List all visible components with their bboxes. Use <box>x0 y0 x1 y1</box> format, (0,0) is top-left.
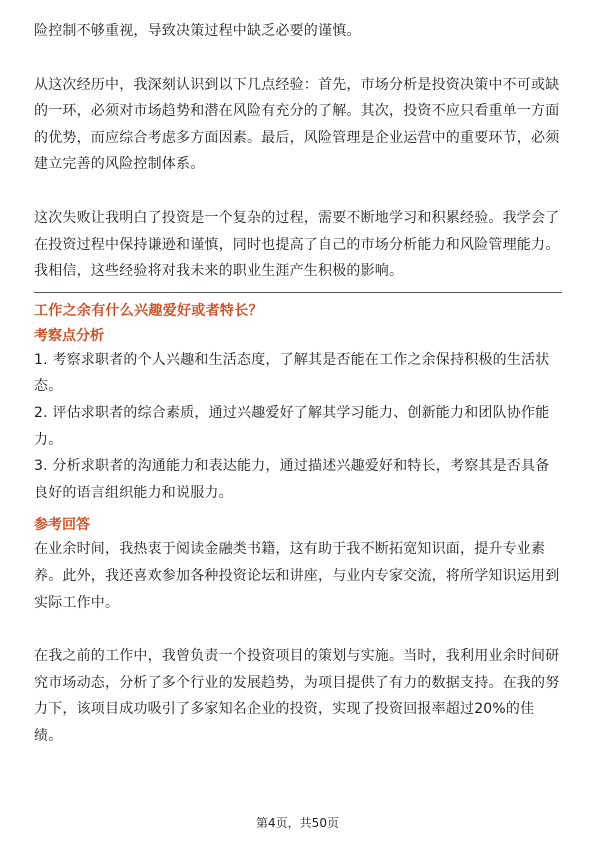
answer-paragraph: 在业余时间，我热衷于阅读金融类书籍，这有助于我不断拓宽知识面，提升专业素养。此外，我还喜欢参加各种投资论坛和讲座，与业内专家交流，将所学知识运用到实际工作中。 <box>34 541 560 611</box>
paragraph-continuation: 险控制不够重视，导致决策过程中缺乏必要的谨慎。 <box>34 23 361 39</box>
paragraph-reflection: 这次失败让我明白了投资是一个复杂的过程，需要不断地学习和积累经验。我学会了在投资过程中保持谦逊和谨慎，同时也提高了自己的市场分析能力和风险管理能力。我相信，这些经验将对我未来的职业生涯产生积极的影响。 <box>34 209 560 280</box>
section-divider <box>34 292 562 293</box>
analysis-heading: 考察点分析 <box>34 327 104 344</box>
paragraph-lessons: 从这次经历中，我深刻认识到以下几点经验：首先，市场分析是投资决策中不可或缺的一环，必须对市场趋势和潜在风险有充分的了解。其次，投资不应只看重单一方面的优势，而应综合考虑多方面因素。最后，风险管理是企业运营中的重要环节，必须建立完善的风险控制体系。 <box>34 76 560 173</box>
page-number-footer: 第4页，共50页 <box>256 816 339 830</box>
analysis-item: 2. 评估求职者的综合素质，通过兴趣爱好了解其学习能力、创新能力和团队协作能力。 <box>34 404 550 448</box>
answer-heading: 参考回答 <box>34 517 90 534</box>
question-heading: 工作之余有什么兴趣爱好或者特长？ <box>34 302 263 319</box>
answer-paragraph: 在我之前的工作中，我曾负责一个投资项目的策划与实施。当时，我利用业余时间研究市场动态，分析了多个行业的发展趋势，为项目提供了有力的数据支持。在我的努力下，该项目成功吸引了多家知名企业的投资，实现了投资回报率超过20%的佳绩。 <box>34 648 560 744</box>
analysis-item: 3. 分析求职者的沟通能力和表达能力，通过描述兴趣爱好和特长，考察其是否具备良好的语言组织能力和说服力。 <box>34 458 550 501</box>
analysis-item: 1. 考察求职者的个人兴趣和生活态度，了解其是否能在工作之余保持积极的生活状态。 <box>34 351 550 395</box>
page-content <box>34 18 562 749</box>
